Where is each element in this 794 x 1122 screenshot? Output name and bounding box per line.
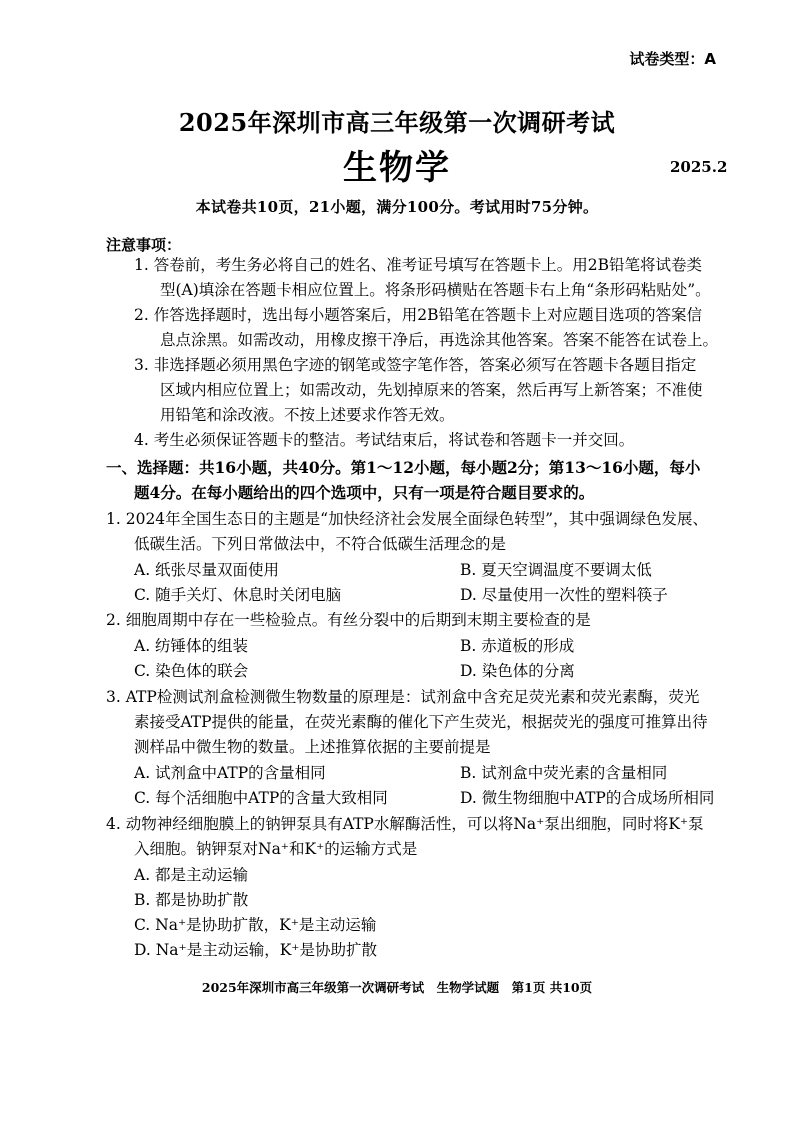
option-d: D. 尽量使用一次性的塑料筷子 [460, 586, 668, 604]
option-b: B. 赤道板的形成 [460, 637, 575, 655]
option-d: D. 染色体的分离 [460, 662, 575, 680]
option-c: C. 每个活细胞中ATP的含量大致相同 [134, 789, 388, 807]
question-stem: 1. 2024年全国生态日的主题是“加快经济社会发展全面绿色转型”，其中强调绿色发展、 [106, 510, 709, 528]
question-stem: 3. ATP检测试剂盒检测微生物数量的原理是：试剂盒中含充足荧光素和荧光素酶，荧光 [106, 688, 700, 706]
notice-line: 用铅笔和涂改液。不按上述要求作答无效。 [160, 406, 455, 424]
exam-info: 本试卷共10页，21小题，满分100分。考试用时75分钟。 [195, 198, 599, 216]
option-a: A. 试剂盒中ATP的含量相同 [134, 764, 326, 782]
notice-line: 3. 非选择题必须用黑色字迹的钢笔或签字笔作答，答案必须写在答题卡各题目指定 [134, 356, 697, 374]
question-stem: 4. 动物神经细胞膜上的钠钾泵具有ATP水解酶活性，可以将Na⁺泵出细胞，同时将K⁺泵 [106, 815, 704, 833]
option-a: A. 都是主动运输 [134, 866, 249, 884]
section-heading: 题4分。在每小题给出的四个选项中，只有一项是符合题目要求的。 [134, 483, 595, 502]
option-b: B. 试剂盒中荧光素的含量相同 [460, 764, 668, 782]
notice-line: 2. 作答选择题时，选出每小题答案后，用2B铅笔在答题卡上对应题目选项的答案信 [134, 306, 702, 324]
option-a: A. 纺锤体的组装 [134, 637, 249, 655]
notice-line: 型(A)填涂在答题卡相应位置上。将条形码横贴在答题卡右上角“条形码粘贴处”。 [160, 281, 711, 299]
option-c: C. 随手关灯、休息时关闭电脑 [134, 586, 342, 604]
notice-line: 1. 答卷前，考生务必将自己的姓名、准考证号填写在答题卡上。用2B铅笔将试卷类 [134, 256, 702, 274]
notice-line: 区域内相应位置上；如需改动，先划掉原来的答案，然后再写上新答案；不准使 [160, 381, 703, 399]
question-stem: 低碳生活。下列日常做法中，不符合低碳生活理念的是 [134, 535, 507, 553]
question-stem: 测样品中微生物的数量。上述推算依据的主要前提是 [134, 738, 491, 756]
option-d: D. Na⁺是主动运输，K⁺是协助扩散 [134, 941, 377, 959]
question-stem: 素接受ATP提供的能量，在荧光素酶的催化下产生荧光，根据荧光的强度可推算出待 [134, 713, 708, 731]
notice-line: 4. 考生必须保证答题卡的整洁。考试结束后，将试卷和答题卡一并交回。 [134, 431, 635, 449]
exam-date: 2025.2 [670, 158, 728, 176]
section-heading: 一、选择题：共16小题，共40分。第1～12小题，每小题2分；第13～16小题，每小 [106, 458, 701, 477]
option-c: C. Na⁺是协助扩散，K⁺是主动运输 [134, 916, 377, 934]
question-stem: 入细胞。钠钾泵对Na⁺和K⁺的运输方式是 [134, 840, 418, 858]
paper-type-label: 试卷类型：A [629, 50, 716, 68]
page-footer: 2025年深圳市高三年级第一次调研考试 生物学试题 第1页 共10页 [201, 980, 593, 995]
option-b: B. 都是协助扩散 [134, 891, 249, 909]
notice-line: 息点涂黑。如需改动，用橡皮擦干净后，再选涂其他答案。答案不能答在试卷上。 [160, 331, 719, 349]
option-c: C. 染色体的联会 [134, 662, 249, 680]
option-b: B. 夏天空调温度不要调太低 [460, 561, 652, 579]
option-d: D. 微生物细胞中ATP的合成场所相同 [460, 789, 715, 807]
exam-title: 2025年深圳市高三年级第一次调研考试 [178, 108, 616, 137]
option-a: A. 纸张尽量双面使用 [134, 561, 280, 579]
notice-title: 注意事项： [106, 236, 182, 254]
question-stem: 2. 细胞周期中存在一些检验点。有丝分裂中的后期到末期主要检查的是 [106, 611, 591, 629]
subject-title: 生物学 [343, 148, 451, 188]
